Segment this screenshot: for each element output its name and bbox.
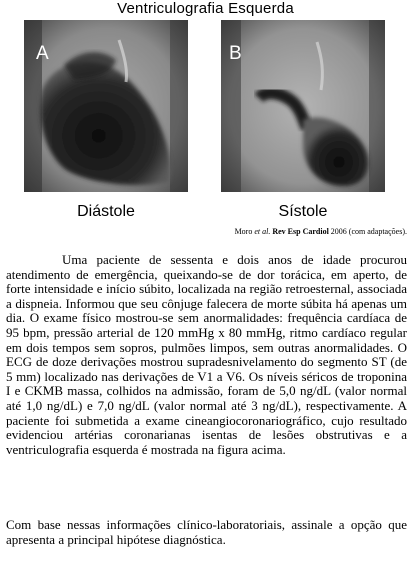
caption-diastole: Diástole (77, 203, 135, 220)
figure-title: Ventriculografia Esquerda (117, 0, 294, 17)
angiogram-systole-image (221, 20, 385, 192)
panel-label-b: B (229, 43, 242, 64)
citation-etal: et al. (254, 227, 271, 236)
citation-journal: Rev Esp Cardiol (272, 227, 329, 236)
panel-label-a: A (36, 43, 49, 64)
angiogram-diastole-image (24, 20, 188, 192)
citation-year-note: 2006 (com adaptações). (330, 227, 407, 236)
case-description-paragraph: Uma paciente de sessenta e dois anos de idade procurou atendimento de emergência, queixando-se de dor torácica, em aperto, de forte intensidade e início súbito, localizada na região retroesternal, associada a dispneia. Informou que seu cônjuge falecera de morte súbita há apenas um dia. O exame físico mostrou-se sem anormalidades: frequência cardíaca de 95 bpm, pressão arterial de 120 mmHg x 80 mmHg, ritmo cardíaco regular em dois tempos sem sopros, pulmões limpos, sem outras anormalidades. O ECG de doze derivações mostrou supradesnivelamento do segmento ST (de 5 mm) localizado nas derivações de V1 a V6. Os níveis séricos de troponina I e CKMB massa, colhidos na admissão, foram de 5,0 ng/dL (valor normal até 1,0 ng/dL) e 7,0 ng/dL (valor normal até 3 ng/dL), respectivamente. A paciente foi submetida a exame cineangiocoronariográfico, cujo resultado evidenciou artérias coronarianas isentas de lesões obstrutivas e a ventriculografia esquerda é mostrada na figura acima. (6, 252, 407, 457)
citation-authors: Moro (234, 227, 253, 236)
question-prompt-paragraph: Com base nessas informações clínico-laboratoriais, assinale a opção que apresenta a principal hipótese diagnóstica. (6, 517, 407, 547)
figure-citation (235, 227, 407, 237)
caption-systole: Sístole (278, 203, 328, 220)
